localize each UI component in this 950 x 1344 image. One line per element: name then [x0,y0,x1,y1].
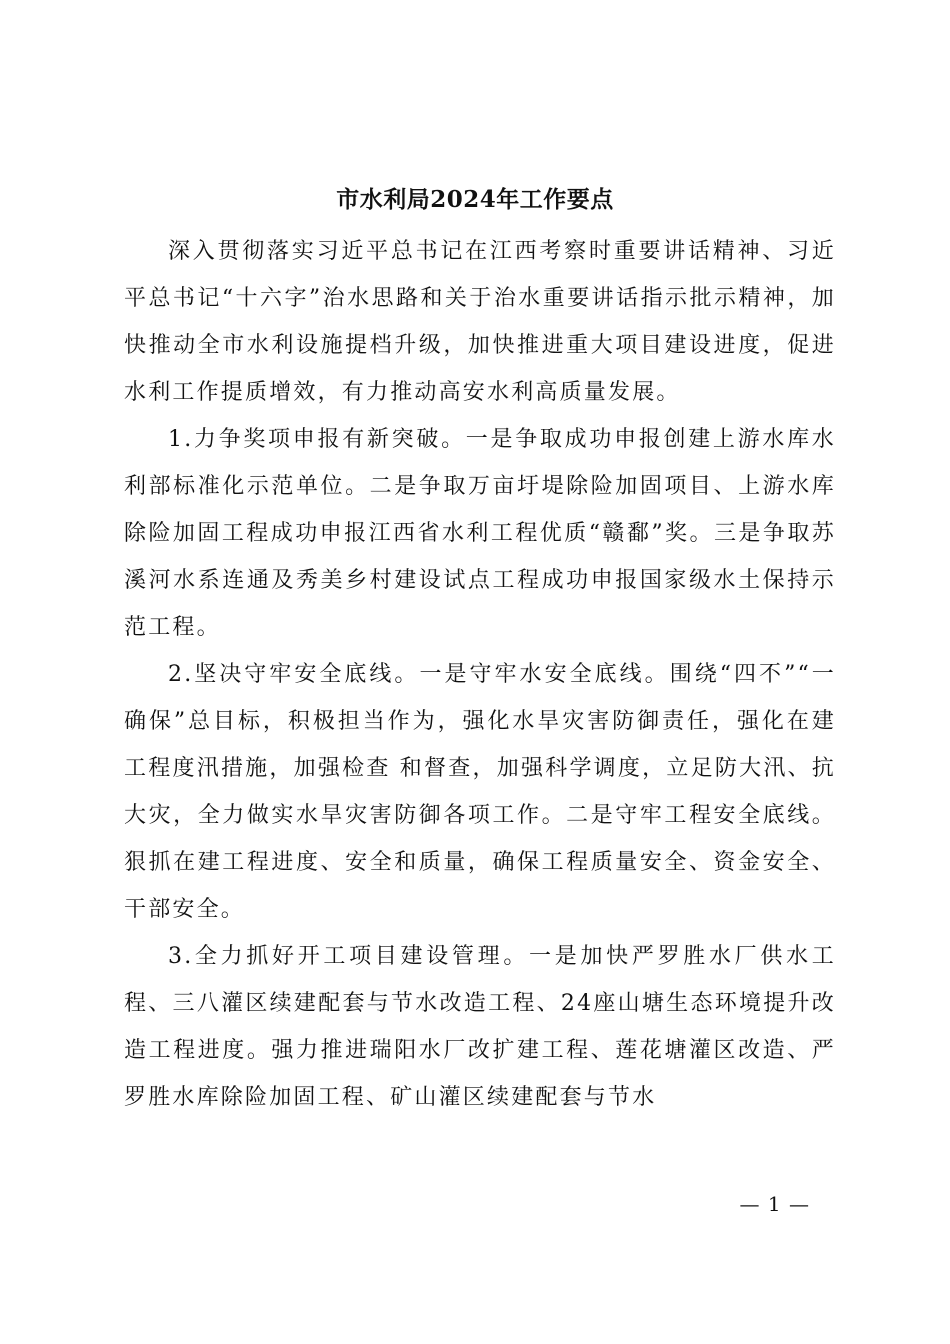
paragraph-item-3: 3.全力抓好开工项目建设管理。一是加快严罗胜水厂供水工程、三八灌区续建配套与节水改造工程、24座山塘生态环境提升改造工程进度。强力推进瑞阳水厂改扩建工程、莲花塘灌区改造、严罗胜水库除险加固工程、矿山灌区续建配套与节水 [124,944,836,1110]
document-body [124,228,836,1121]
intro-paragraph: 深入贯彻落实习近平总书记在江西考察时重要讲话精神、习近平总书记“十六字”治水思路和关于治水重要讲话指示批示精神，加快推动全市水利设施提档升级，加快推进重大项目建设进度，促进水利工作提质增效，有力推动高安水利高质量发展。 [124,239,836,405]
page-number: — 1 — [739,1192,810,1216]
paragraph-item-2: 2.坚决守牢安全底线。一是守牢水安全底线。围绕“四不”“一确保”总目标，积极担当作为，强化水旱灾害防御责任，强化在建工程度汛措施，加强检查 和督查，加强科学调度，立足防大汛、抗大灾，全力做实水旱灾害防御各项工作。二是守牢工程安全底线。狠抓在建工程进度、安全和质量，确保工程质量安全、资金安全、干部安全。 [124,662,836,922]
paragraph-item-1: 1.力争奖项申报有新突破。一是争取成功申报创建上游水库水利部标准化示范单位。二是争取万亩圩堤除险加固项目、上游水库除险加固工程成功申报江西省水利工程优质“赣鄱”奖。三是争取苏溪河水系连通及秀美乡村建设试点工程成功申报国家级水土保持示范工程。 [124,427,836,640]
document-title: 市水利局2024年工作要点 [336,186,614,213]
